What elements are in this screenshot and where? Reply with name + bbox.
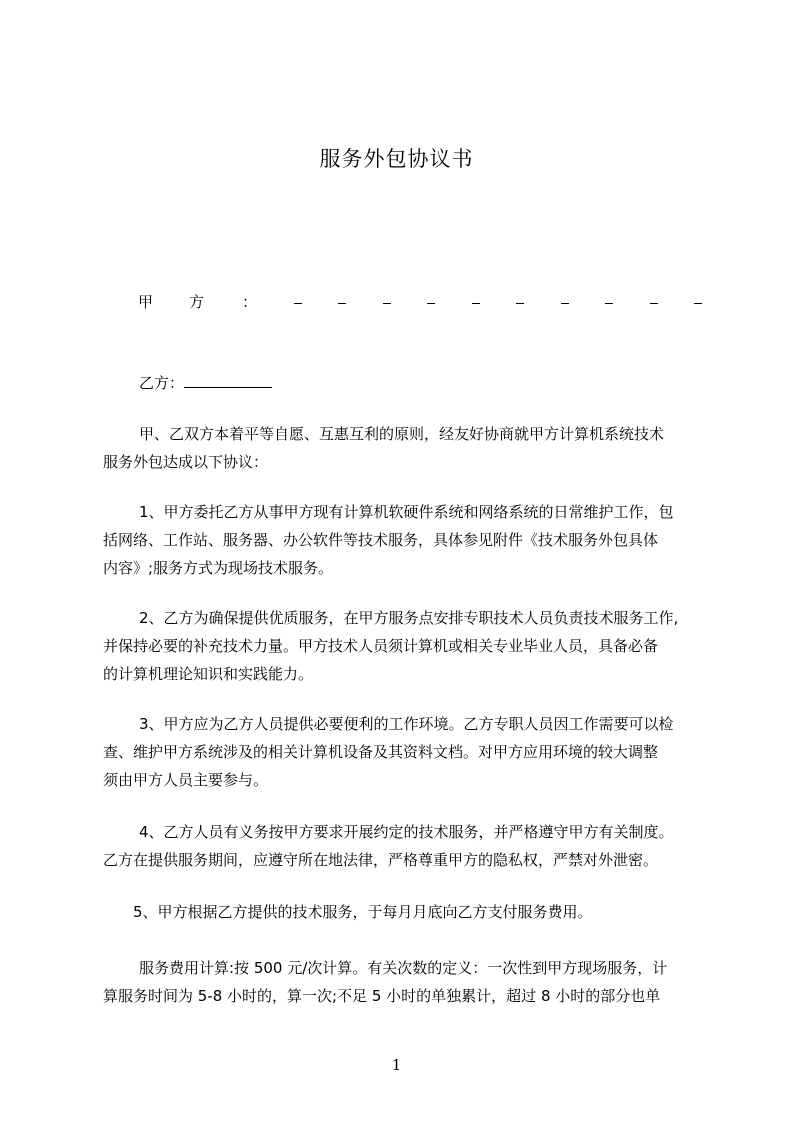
- party-a-label-char-2: 方: [189, 293, 205, 311]
- clause-4: [103, 818, 703, 874]
- page-number: 1: [391, 1056, 402, 1074]
- paragraph-line: 2、乙方为确保提供优质服务，在甲方服务点安排专职技术人员负责技术服务工作,: [139, 609, 679, 627]
- party-a-line: [138, 291, 708, 315]
- clause-3: [103, 710, 703, 794]
- blank-underscore: [294, 291, 302, 304]
- paragraph-line: 5、甲方根据乙方提供的技术服务，于每月月底向乙方支付服务费用。: [133, 903, 593, 921]
- blank-underscore: [427, 291, 435, 304]
- paragraph-line: 的计算机理论知识和实践能力。: [103, 665, 314, 683]
- party-a-label-char-1: 甲: [138, 293, 154, 311]
- clause-5: [103, 898, 703, 926]
- paragraph-line: 1、甲方委托乙方从事甲方现有计算机软硬件系统和网络系统的日常维护工作，包: [139, 503, 674, 521]
- intro-paragraph: [103, 420, 703, 476]
- paragraph-line: 查、维护甲方系统涉及的相关计算机设备及其资料文档。对甲方应用环境的较大调整: [103, 743, 659, 761]
- paragraph-line: 乙方在提供服务期间，应遵守所在地法律，严格尊重甲方的隐私权，严禁对外泄密。: [103, 851, 659, 869]
- paragraph-line: 服务外包达成以下协议：: [103, 453, 269, 471]
- paragraph-line: 算服务时间为 5-8 小时的，算一次;不足 5 小时的单独累计，超过 8 小时的部分也单: [103, 987, 661, 1005]
- blank-underscore: [383, 291, 391, 304]
- paragraph-line: 括网络、工作站、服务器、办公软件等技术服务，具体参见附件《技术服务外包具体: [103, 531, 659, 549]
- paragraph-line: 并保持必要的补充技术力量。甲方技术人员须计算机或相关专业毕业人员，具备必备: [103, 637, 659, 655]
- fee-paragraph: [103, 954, 703, 1010]
- document-title: 服务外包协议书: [319, 147, 474, 171]
- blank-underscore: [516, 291, 524, 304]
- clause-1: [103, 498, 703, 582]
- blank-underscore: [650, 291, 658, 304]
- party-b-label: 乙方：: [139, 374, 185, 392]
- paragraph-line: 3、甲方应为乙方人员提供必要便利的工作环境。乙方专职人员因工作需要可以检: [139, 715, 674, 733]
- party-b-line: [139, 372, 272, 393]
- blank-underscore: [338, 291, 346, 304]
- clause-2: [103, 604, 703, 688]
- paragraph-line: 须由甲方人员主要参与。: [103, 771, 269, 789]
- blank-underscore: [561, 291, 569, 304]
- blank-underscore: [694, 291, 702, 304]
- blank-underscore: [605, 291, 613, 304]
- paragraph-line: 甲、乙双方本着平等自愿、互惠互利的原则，经友好协商就甲方计算机系统技术: [139, 425, 665, 443]
- paragraph-line: 服务费用计算:按 500 元/次计算。有关次数的定义：一次性到甲方现场服务，计: [139, 959, 668, 977]
- paragraph-line: 内容》;服务方式为现场技术服务。: [103, 559, 334, 577]
- blank-underscore: [472, 291, 480, 304]
- party-a-colon: ：: [242, 293, 258, 311]
- paragraph-line: 4、乙方人员有义务按甲方要求开展约定的技术服务，并严格遵守甲方有关制度。: [139, 823, 674, 841]
- party-a-blank-field: [294, 291, 702, 304]
- party-b-blank-field: [184, 374, 272, 388]
